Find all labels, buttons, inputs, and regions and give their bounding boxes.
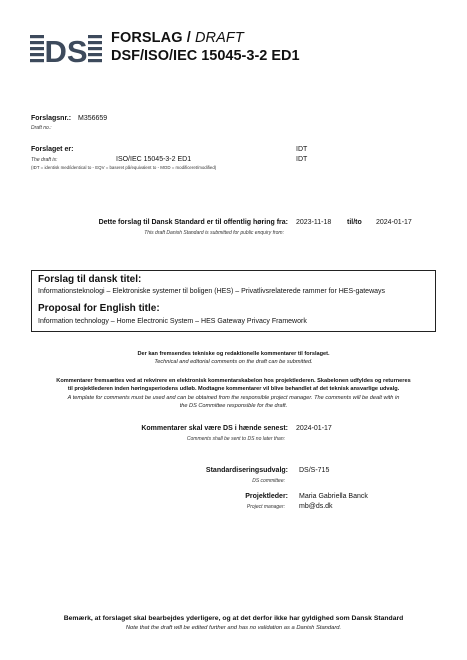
project-manager-email: mb@ds.dk bbox=[299, 503, 333, 510]
hearing-sub: This draft Danish Standard is submitted for public enquiry from: bbox=[144, 230, 284, 236]
project-manager-sub: Project manager: bbox=[246, 504, 285, 510]
committee-label: Standardiseringsudvalg: bbox=[205, 467, 288, 474]
proposal-number-sub: Draft no.: bbox=[31, 125, 52, 131]
footer-note-en: Note that the draft will be edited further and has no validation as a Danish Standard. bbox=[125, 625, 342, 631]
logo-text: DS bbox=[44, 34, 88, 64]
proposal-type-code1: IDT bbox=[296, 146, 308, 153]
comments-info-line2b-en: the DS Committee responsible for the draft. bbox=[179, 403, 288, 409]
proposal-type-value: ISO/IEC 15045-3-2 ED1 bbox=[116, 156, 192, 163]
document-heading bbox=[111, 30, 244, 46]
proposal-type-label: Forslaget er: bbox=[31, 146, 74, 153]
proposal-number-value: M356659 bbox=[78, 115, 108, 122]
danish-title: Informationsteknologi – Elektroniske systemer til boligen (HES) – Privatlivsrelaterede rammer for HES-gateways bbox=[38, 288, 386, 295]
hearing-from-date: 2023-11-18 bbox=[296, 219, 332, 226]
document-id: DSF/ISO/IEC 15045-3-2 ED1 bbox=[111, 48, 300, 64]
committee-sub: DS committee: bbox=[252, 478, 285, 484]
comments-info-line1: Der kan fremsendes tekniske og redaktionelle kommentarer til forslaget. bbox=[137, 351, 330, 357]
comments-info-line2a-en: A template for comments must be used and can be obtained from the responsible project manager. The comments will be dealt with in bbox=[67, 395, 400, 401]
hearing-label: Dette forslag til Dansk Standard er til offentlig høring fra: bbox=[98, 219, 288, 226]
deadline-label: Kommentarer skal være DS i hænde senest: bbox=[141, 425, 288, 432]
footer-note: Bemærk, at forslaget skal bearbejdes yderligere, og at det derfor ikke har gyldighed som Dansk Standard bbox=[63, 615, 404, 622]
titles-box bbox=[31, 270, 436, 332]
deadline-date: 2024-01-17 bbox=[296, 425, 332, 432]
committee-value: DS/S-715 bbox=[299, 467, 330, 474]
deadline-sub: Comments shall be sent to DS no later than: bbox=[186, 436, 285, 442]
project-manager-name: Maria Gabriella Banck bbox=[299, 493, 368, 500]
danish-title-heading: Forslag til dansk titel: bbox=[38, 274, 142, 285]
proposal-type-code2: IDT bbox=[296, 156, 308, 163]
hearing-to-label: til/to bbox=[347, 219, 362, 226]
comments-info-line1-en: Technical and editorial comments on the draft can be submitted. bbox=[154, 359, 313, 365]
hearing-to-date: 2024-01-17 bbox=[376, 219, 412, 226]
proposal-number-label: Forslagsnr.: bbox=[31, 115, 72, 122]
ds-logo bbox=[30, 32, 102, 64]
proposal-type-note: (IDT = identisk med/identical to - EQV = baseret på/equivalent to - MOD = modificeret/modified) bbox=[31, 165, 217, 170]
proposal-type-sub: The draft is: bbox=[31, 157, 58, 163]
comments-info-line2a: Kommentarer fremsættes ved at rekvirere en elektronisk kommentarskabelon hos projektlederen. Skabelonen udfyldes og returneres bbox=[56, 378, 411, 384]
comments-info-line2b: til projektlederen inden høringsperiodens udløb. Modtagne kommentarer vil blive behandlet af det teknisk ansvarlige udvalg. bbox=[67, 386, 400, 392]
english-title: Information technology – Home Electronic System – HES Gateway Privacy Framework bbox=[38, 318, 307, 325]
english-title-heading: Proposal for English title: bbox=[38, 303, 160, 314]
project-manager-label: Projektleder: bbox=[245, 493, 288, 500]
title-main: FORSLAG / bbox=[111, 30, 191, 46]
title-draft: DRAFT bbox=[194, 30, 244, 46]
